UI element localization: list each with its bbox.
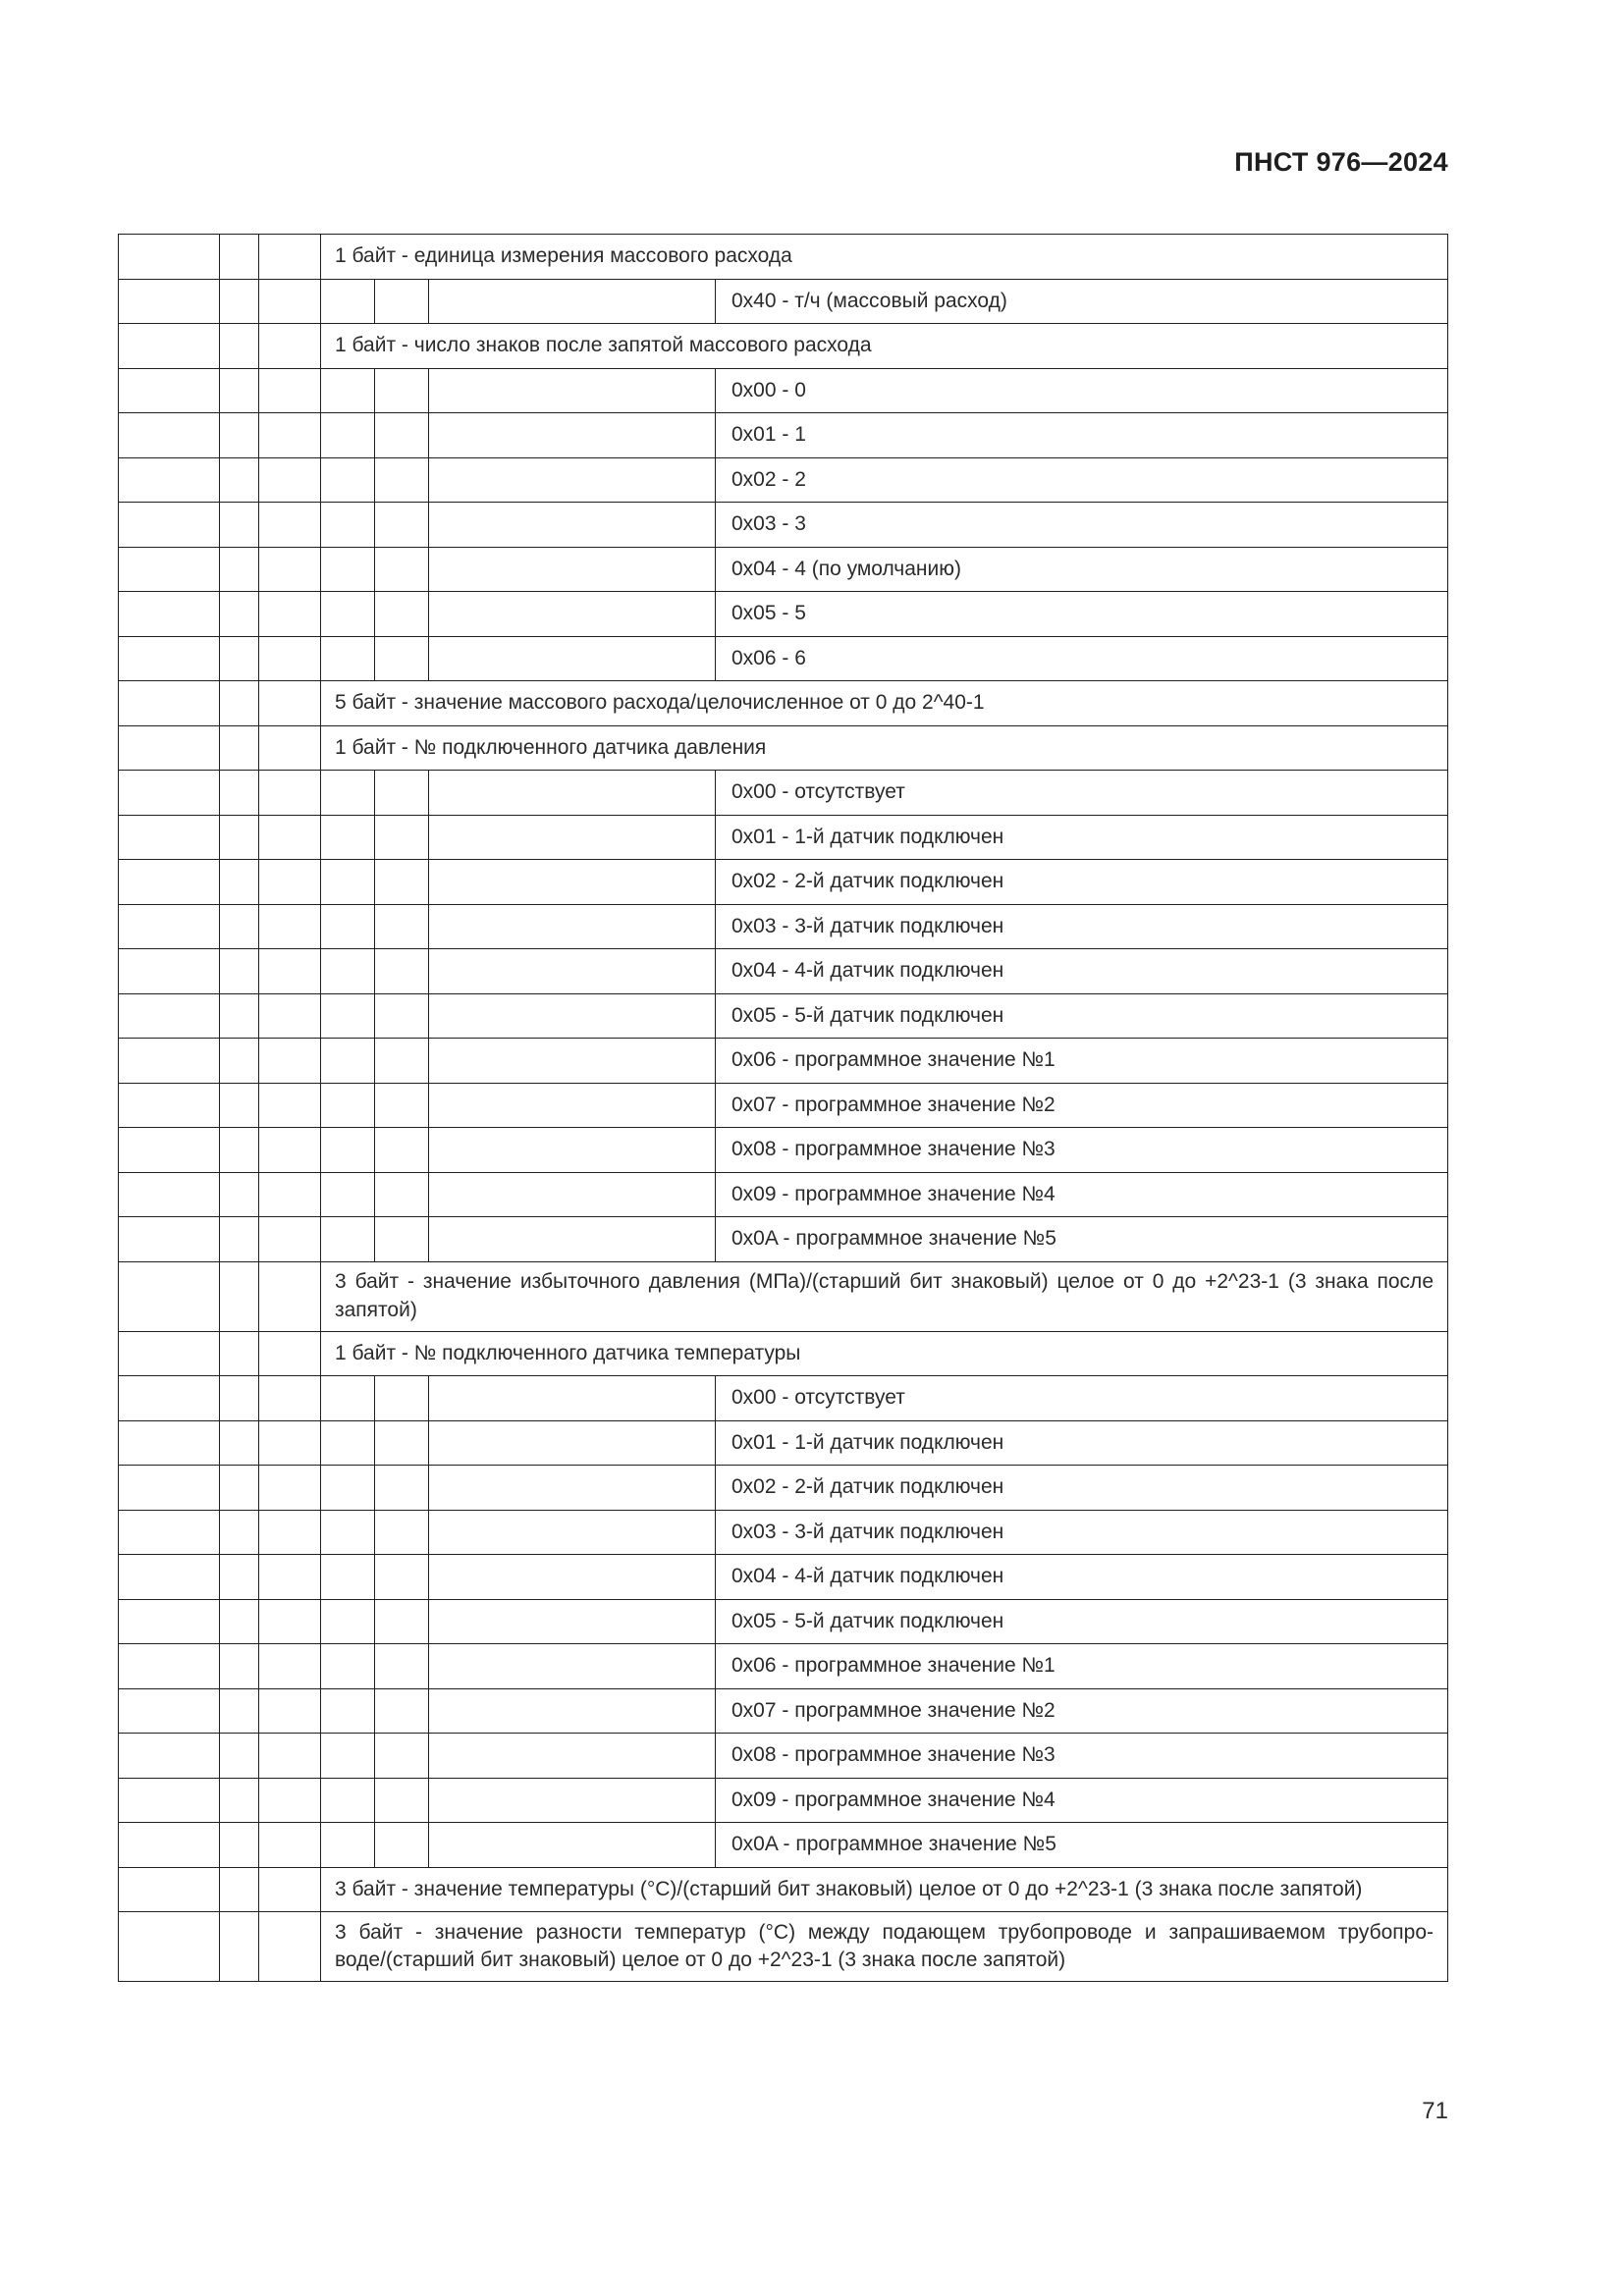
field-row	[119, 1331, 1448, 1376]
empty-cell	[259, 1261, 321, 1331]
value-description: 0x03 - 3-й датчик подключен	[716, 904, 1448, 949]
value-row	[119, 547, 1448, 592]
empty-cell	[119, 1867, 220, 1912]
empty-cell	[429, 457, 716, 503]
empty-cell	[375, 860, 429, 905]
value-description: 0x02 - 2	[716, 457, 1448, 503]
empty-cell	[259, 1466, 321, 1511]
empty-cell	[220, 636, 259, 681]
empty-cell	[429, 1039, 716, 1084]
value-description: 0x00 - 0	[716, 368, 1448, 413]
empty-cell	[220, 413, 259, 458]
empty-cell	[119, 1823, 220, 1868]
value-description: 0x01 - 1-й датчик подключен	[716, 1420, 1448, 1466]
empty-cell	[375, 1376, 429, 1421]
empty-cell	[321, 503, 375, 548]
empty-cell	[220, 1376, 259, 1421]
empty-cell	[375, 1510, 429, 1555]
empty-cell	[321, 413, 375, 458]
empty-cell	[321, 1599, 375, 1644]
value-description: 0x07 - программное значение №2	[716, 1688, 1448, 1734]
empty-cell	[220, 1172, 259, 1217]
value-description: 0x00 - отсутствует	[716, 1376, 1448, 1421]
empty-cell	[259, 503, 321, 548]
empty-cell	[259, 681, 321, 726]
empty-cell	[119, 279, 220, 324]
empty-cell	[375, 1555, 429, 1600]
value-row	[119, 1734, 1448, 1779]
empty-cell	[220, 815, 259, 860]
empty-cell	[321, 771, 375, 816]
empty-cell	[259, 904, 321, 949]
empty-cell	[375, 993, 429, 1039]
empty-cell	[119, 636, 220, 681]
empty-cell	[119, 1083, 220, 1128]
field-row	[119, 324, 1448, 369]
empty-cell	[259, 279, 321, 324]
field-description: 5 байт - значение массового расхода/целочисленное от 0 до 2^40-1	[321, 681, 1448, 726]
empty-cell	[220, 1555, 259, 1600]
empty-cell	[321, 1510, 375, 1555]
empty-cell	[321, 1555, 375, 1600]
empty-cell	[220, 1331, 259, 1376]
empty-cell	[119, 1555, 220, 1600]
empty-cell	[119, 1510, 220, 1555]
empty-cell	[429, 592, 716, 637]
empty-cell	[119, 368, 220, 413]
empty-cell	[220, 1644, 259, 1689]
empty-cell	[375, 636, 429, 681]
field-description: 3 байт - значение температуры (°C)/(старший бит знаковый) целое от 0 до +2^23-1 (3 знака после запятой)	[321, 1867, 1448, 1912]
empty-cell	[429, 368, 716, 413]
empty-cell	[259, 860, 321, 905]
empty-cell	[321, 1083, 375, 1128]
value-row	[119, 1599, 1448, 1644]
empty-cell	[220, 681, 259, 726]
empty-cell	[429, 1688, 716, 1734]
value-description: 0x06 - программное значение №1	[716, 1644, 1448, 1689]
value-description: 0x05 - 5-й датчик подключен	[716, 1599, 1448, 1644]
value-description: 0x08 - программное значение №3	[716, 1128, 1448, 1173]
value-description: 0x07 - программное значение №2	[716, 1083, 1448, 1128]
empty-cell	[119, 1420, 220, 1466]
field-description: 3 байт - значение избыточного давления (МПа)/(старший бит знаковый) целое от 0 до +2^23-1 (3 знака после запятой)	[321, 1261, 1448, 1331]
value-description: 0x40 - т/ч (массовый расход)	[716, 279, 1448, 324]
value-description: 0x08 - программное значение №3	[716, 1734, 1448, 1779]
field-row	[119, 1261, 1448, 1331]
value-row	[119, 1466, 1448, 1511]
empty-cell	[119, 1376, 220, 1421]
empty-cell	[321, 1466, 375, 1511]
empty-cell	[220, 1912, 259, 1982]
empty-cell	[119, 681, 220, 726]
empty-cell	[259, 815, 321, 860]
empty-cell	[220, 235, 259, 280]
empty-cell	[119, 1217, 220, 1262]
empty-cell	[321, 1823, 375, 1868]
value-description: 0x04 - 4-й датчик подключен	[716, 1555, 1448, 1600]
empty-cell	[119, 413, 220, 458]
empty-cell	[429, 1128, 716, 1173]
empty-cell	[321, 949, 375, 994]
empty-cell	[259, 725, 321, 771]
field-row	[119, 725, 1448, 771]
empty-cell	[375, 1823, 429, 1868]
value-row	[119, 1644, 1448, 1689]
field-row	[119, 235, 1448, 280]
empty-cell	[429, 1734, 716, 1779]
empty-cell	[321, 1217, 375, 1262]
empty-cell	[119, 1128, 220, 1173]
empty-cell	[220, 1083, 259, 1128]
value-description: 0x01 - 1	[716, 413, 1448, 458]
page-number: 71	[1422, 2098, 1448, 2124]
empty-cell	[259, 993, 321, 1039]
empty-cell	[119, 1331, 220, 1376]
value-row	[119, 1217, 1448, 1262]
empty-cell	[429, 1083, 716, 1128]
value-row	[119, 1128, 1448, 1173]
empty-cell	[259, 1734, 321, 1779]
value-description: 0x01 - 1-й датчик подключен	[716, 815, 1448, 860]
empty-cell	[375, 949, 429, 994]
field-description: 1 байт - № подключенного датчика давления	[321, 725, 1448, 771]
empty-cell	[220, 1734, 259, 1779]
empty-cell	[119, 949, 220, 994]
empty-cell	[375, 1734, 429, 1779]
value-row	[119, 771, 1448, 816]
value-row	[119, 1778, 1448, 1823]
empty-cell	[220, 1420, 259, 1466]
empty-cell	[429, 1555, 716, 1600]
empty-cell	[429, 771, 716, 816]
value-row	[119, 368, 1448, 413]
empty-cell	[259, 1599, 321, 1644]
empty-cell	[259, 1778, 321, 1823]
empty-cell	[375, 815, 429, 860]
value-description: 0x04 - 4-й датчик подключен	[716, 949, 1448, 994]
empty-cell	[259, 1688, 321, 1734]
field-description: 1 байт - единица измерения массового расхода	[321, 235, 1448, 280]
empty-cell	[429, 1466, 716, 1511]
empty-cell	[220, 503, 259, 548]
empty-cell	[119, 235, 220, 280]
empty-cell	[259, 1555, 321, 1600]
value-description: 0x05 - 5-й датчик подключен	[716, 993, 1448, 1039]
value-row	[119, 1172, 1448, 1217]
empty-cell	[220, 1778, 259, 1823]
value-row	[119, 1376, 1448, 1421]
value-description: 0x06 - 6	[716, 636, 1448, 681]
empty-cell	[119, 993, 220, 1039]
empty-cell	[429, 860, 716, 905]
field-description: 1 байт - число знаков после запятой массового расхода	[321, 324, 1448, 369]
empty-cell	[375, 1083, 429, 1128]
empty-cell	[259, 1331, 321, 1376]
value-row	[119, 815, 1448, 860]
empty-cell	[375, 547, 429, 592]
document-code: ПНСТ 976—2024	[1234, 147, 1448, 177]
empty-cell	[429, 547, 716, 592]
empty-cell	[119, 1688, 220, 1734]
empty-cell	[220, 279, 259, 324]
empty-cell	[429, 1376, 716, 1421]
empty-cell	[429, 1823, 716, 1868]
empty-cell	[321, 1420, 375, 1466]
empty-cell	[220, 904, 259, 949]
empty-cell	[259, 547, 321, 592]
empty-cell	[375, 1039, 429, 1084]
empty-cell	[119, 547, 220, 592]
empty-cell	[119, 1912, 220, 1982]
empty-cell	[429, 904, 716, 949]
empty-cell	[220, 1128, 259, 1173]
empty-cell	[375, 771, 429, 816]
empty-cell	[119, 503, 220, 548]
empty-cell	[259, 235, 321, 280]
value-row	[119, 1039, 1448, 1084]
empty-cell	[220, 1867, 259, 1912]
empty-cell	[220, 592, 259, 637]
empty-cell	[220, 1599, 259, 1644]
field-row	[119, 1912, 1448, 1982]
empty-cell	[375, 503, 429, 548]
empty-cell	[429, 636, 716, 681]
empty-cell	[220, 993, 259, 1039]
empty-cell	[321, 1376, 375, 1421]
value-row	[119, 860, 1448, 905]
value-row	[119, 949, 1448, 994]
empty-cell	[220, 1217, 259, 1262]
empty-cell	[119, 725, 220, 771]
empty-cell	[119, 1261, 220, 1331]
empty-cell	[321, 1778, 375, 1823]
empty-cell	[119, 1644, 220, 1689]
value-row	[119, 1420, 1448, 1466]
value-description: 0x0A - программное значение №5	[716, 1217, 1448, 1262]
field-description: 1 байт - № подключенного датчика температуры	[321, 1331, 1448, 1376]
value-description: 0x00 - отсутствует	[716, 771, 1448, 816]
empty-cell	[259, 949, 321, 994]
empty-cell	[259, 771, 321, 816]
empty-cell	[321, 860, 375, 905]
protocol-table	[118, 234, 1448, 1982]
empty-cell	[321, 1688, 375, 1734]
empty-cell	[321, 592, 375, 637]
empty-cell	[220, 1039, 259, 1084]
empty-cell	[375, 413, 429, 458]
value-row	[119, 1823, 1448, 1868]
empty-cell	[375, 1644, 429, 1689]
empty-cell	[119, 860, 220, 905]
empty-cell	[375, 904, 429, 949]
empty-cell	[119, 1039, 220, 1084]
empty-cell	[375, 1420, 429, 1466]
empty-cell	[429, 815, 716, 860]
empty-cell	[119, 904, 220, 949]
empty-cell	[321, 1128, 375, 1173]
empty-cell	[259, 592, 321, 637]
field-description: 3 байт - значение разности температур (°C) между подающем трубопроводе и запрашиваемом трубопро- воде/(старший бит знаковый) целое от 0 до +2^23-1 (3 знака после запятой)	[321, 1912, 1448, 1982]
empty-cell	[321, 1644, 375, 1689]
empty-cell	[220, 1261, 259, 1331]
empty-cell	[375, 592, 429, 637]
value-row	[119, 993, 1448, 1039]
empty-cell	[259, 1172, 321, 1217]
value-row	[119, 592, 1448, 637]
empty-cell	[429, 279, 716, 324]
empty-cell	[429, 503, 716, 548]
empty-cell	[259, 1083, 321, 1128]
empty-cell	[429, 1420, 716, 1466]
empty-cell	[220, 1823, 259, 1868]
empty-cell	[119, 771, 220, 816]
empty-cell	[119, 1734, 220, 1779]
empty-cell	[220, 1688, 259, 1734]
empty-cell	[259, 1510, 321, 1555]
empty-cell	[375, 1217, 429, 1262]
empty-cell	[321, 457, 375, 503]
empty-cell	[259, 1867, 321, 1912]
empty-cell	[375, 1599, 429, 1644]
value-description: 0x0A - программное значение №5	[716, 1823, 1448, 1868]
empty-cell	[429, 1644, 716, 1689]
empty-cell	[259, 636, 321, 681]
empty-cell	[220, 860, 259, 905]
empty-cell	[220, 457, 259, 503]
field-row	[119, 1867, 1448, 1912]
value-row	[119, 1688, 1448, 1734]
empty-cell	[259, 1128, 321, 1173]
empty-cell	[220, 771, 259, 816]
empty-cell	[321, 636, 375, 681]
value-description: 0x09 - программное значение №4	[716, 1778, 1448, 1823]
empty-cell	[119, 815, 220, 860]
empty-cell	[119, 324, 220, 369]
empty-cell	[259, 324, 321, 369]
value-row	[119, 1510, 1448, 1555]
empty-cell	[429, 1778, 716, 1823]
value-row	[119, 413, 1448, 458]
empty-cell	[321, 1734, 375, 1779]
empty-cell	[321, 547, 375, 592]
empty-cell	[375, 368, 429, 413]
value-row	[119, 904, 1448, 949]
empty-cell	[220, 368, 259, 413]
value-description: 0x02 - 2-й датчик подключен	[716, 860, 1448, 905]
value-row	[119, 1083, 1448, 1128]
empty-cell	[321, 279, 375, 324]
empty-cell	[429, 1599, 716, 1644]
empty-cell	[429, 413, 716, 458]
value-description: 0x03 - 3-й датчик подключен	[716, 1510, 1448, 1555]
empty-cell	[220, 324, 259, 369]
empty-cell	[259, 1912, 321, 1982]
empty-cell	[259, 1644, 321, 1689]
empty-cell	[220, 949, 259, 994]
empty-cell	[119, 457, 220, 503]
value-description: 0x03 - 3	[716, 503, 1448, 548]
empty-cell	[429, 1510, 716, 1555]
empty-cell	[119, 1172, 220, 1217]
empty-cell	[429, 1172, 716, 1217]
empty-cell	[429, 1217, 716, 1262]
empty-cell	[220, 1510, 259, 1555]
empty-cell	[119, 1466, 220, 1511]
value-row	[119, 1555, 1448, 1600]
empty-cell	[375, 1778, 429, 1823]
empty-cell	[321, 815, 375, 860]
empty-cell	[119, 592, 220, 637]
empty-cell	[259, 1420, 321, 1466]
empty-cell	[119, 1778, 220, 1823]
empty-cell	[429, 993, 716, 1039]
empty-cell	[259, 413, 321, 458]
empty-cell	[321, 993, 375, 1039]
value-row	[119, 279, 1448, 324]
empty-cell	[375, 1466, 429, 1511]
value-description: 0x02 - 2-й датчик подключен	[716, 1466, 1448, 1511]
empty-cell	[321, 368, 375, 413]
empty-cell	[429, 949, 716, 994]
empty-cell	[321, 904, 375, 949]
value-description: 0x05 - 5	[716, 592, 1448, 637]
value-row	[119, 636, 1448, 681]
empty-cell	[259, 1217, 321, 1262]
empty-cell	[375, 1688, 429, 1734]
empty-cell	[259, 1039, 321, 1084]
empty-cell	[259, 368, 321, 413]
empty-cell	[220, 1466, 259, 1511]
empty-cell	[259, 1376, 321, 1421]
table-body	[119, 235, 1448, 1982]
empty-cell	[220, 547, 259, 592]
value-row	[119, 503, 1448, 548]
empty-cell	[259, 457, 321, 503]
value-description: 0x04 - 4 (по умолчанию)	[716, 547, 1448, 592]
empty-cell	[220, 725, 259, 771]
empty-cell	[375, 1172, 429, 1217]
empty-cell	[375, 457, 429, 503]
empty-cell	[375, 279, 429, 324]
empty-cell	[119, 1599, 220, 1644]
value-description: 0x06 - программное значение №1	[716, 1039, 1448, 1084]
field-row	[119, 681, 1448, 726]
empty-cell	[259, 1823, 321, 1868]
empty-cell	[321, 1039, 375, 1084]
empty-cell	[375, 1128, 429, 1173]
empty-cell	[321, 1172, 375, 1217]
value-row	[119, 457, 1448, 503]
value-description: 0x09 - программное значение №4	[716, 1172, 1448, 1217]
